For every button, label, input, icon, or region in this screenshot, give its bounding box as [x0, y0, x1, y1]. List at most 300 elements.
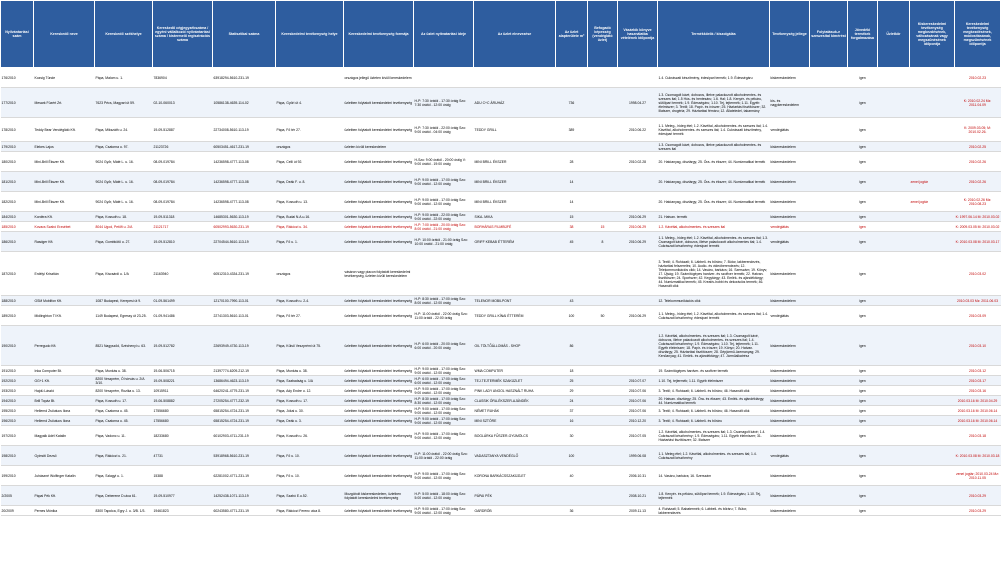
table-cell: igen — [848, 506, 878, 516]
table-cell: igen — [848, 296, 878, 306]
table-cell — [878, 212, 910, 222]
table-cell: PINK LADY ANGOL HASZNÁLT RUHA — [474, 386, 556, 396]
table-cell: 38 — [556, 222, 588, 232]
table-cell: H-P: 10:00 órától - 21:00 óráig Szo: 10:00 órától - 21:00 óráig — [414, 232, 474, 252]
table-cell — [910, 296, 955, 306]
column-header: Jövedéki termékek forgalmazása — [848, 1, 878, 68]
table-cell: 182/2010 — [1, 192, 34, 212]
table-cell: 197/2010 — [1, 426, 34, 446]
table-cell: 2010.03.09 — [955, 306, 1001, 326]
table-cell: igen — [848, 426, 878, 446]
table-cell: igen — [848, 376, 878, 386]
table-cell — [878, 486, 910, 506]
table-cell: 22704544-5610-113-19 — [213, 232, 276, 252]
table-cell — [810, 416, 848, 426]
table-cell: TELENOR MOBILPONT — [474, 296, 556, 306]
table-cell: 21123726 — [153, 142, 213, 152]
table-cell: igen — [848, 396, 878, 406]
table-cell — [910, 232, 955, 252]
table-cell: 2010.03.29 — [955, 486, 1001, 506]
table-cell: 21. Hatvan. termék — [658, 212, 770, 222]
table-cell: Pápa, Szabadság u. 1/A — [276, 376, 344, 386]
table-cell — [588, 376, 618, 386]
table-cell: igen — [848, 406, 878, 416]
table-cell — [910, 426, 955, 446]
table-row — [1, 406, 1001, 416]
table-cell — [878, 426, 910, 446]
table-cell — [810, 296, 848, 306]
table-cell: Pápa, Kossuth u. 17. — [276, 396, 344, 406]
column-header: Statisztikai száma — [213, 1, 276, 68]
table-cell: igen — [848, 142, 878, 152]
table-cell: kiskereskedelem — [770, 252, 810, 296]
table-cell: vásáron vagy piacon folytatott kereskedelmi tevékenység, üzleten kívüli kereskedelem — [344, 252, 414, 296]
table-cell — [910, 88, 955, 118]
table-row — [1, 376, 1001, 386]
table-cell: igen — [848, 446, 878, 466]
table-cell — [910, 326, 955, 366]
table-cell: 21121717 — [153, 222, 213, 232]
table-cell: igen — [848, 416, 878, 426]
table-cell — [414, 252, 474, 296]
table-cell: 1.2. Kávéital, alkoholmentes- és szeszes ital; 1.3. Csomagolt kávé, dobozos, illetve palackozott alkoholmentes- és szeszes ital; 1.4. Cukrászati készítmény; 1.9. Édességáru; 1.10. Tej, tejtermék; 1.11. Egyéb élelmiszer; 18. Papír- és írószer; 19. Könyv; 20. Hatvan. dísztárgy; 25. Háztartási tisztítószer; 28. Gépjármű-üzemanyag; 29. Kenőanyag; 41. Emlék- és ajándéktárgy; 47. Járműalkatrész — [658, 326, 770, 366]
table-cell — [878, 172, 910, 192]
table-cell — [588, 396, 618, 406]
table-cell: Kovacs Szabó Erzsébet — [34, 222, 95, 232]
column-header: Az üzlet elnevezése — [474, 1, 556, 68]
table-cell: Pápa, Celli út 92. — [276, 152, 344, 172]
table-cell — [810, 192, 848, 212]
table-cell — [588, 426, 618, 446]
table-cell: Teddy Bear Vendéglátó Kft. — [34, 118, 95, 142]
table-cell: üzletben folytatott kereskedelmi tevékenység — [344, 466, 414, 486]
table-cell: Pernes Mónika — [34, 506, 95, 516]
table-cell: 188/2010 — [1, 296, 34, 306]
table-row — [1, 486, 1001, 506]
table-cell — [588, 142, 618, 152]
table-cell: Pápa, Budai N.A.u.16. — [276, 212, 344, 222]
column-header: Vásárlók könyve használatba vételének időpontja — [618, 1, 658, 68]
table-cell: 14236598-4777-113-08 — [213, 152, 276, 172]
table-cell: Pápa, Deák F. u. 8. — [276, 172, 344, 192]
table-cell — [910, 366, 955, 376]
table-cell: H-P: 8:30 órától - 17:00 óráig Szo: 8:00 órától - 12:00 óráig — [414, 296, 474, 306]
table-cell: 186/2010 — [1, 232, 34, 252]
column-header: Kereskedelmi tevékenység formája — [344, 1, 414, 68]
table-cell: üzletben folytatott kereskedelmi tevékenység — [344, 88, 414, 118]
table-cell: 7623 Pécs, Magyari út 59. — [95, 88, 153, 118]
column-header: Kereskedelmi tevékenység megkezdésének, módosításának, megszűnésének időpontja — [955, 1, 1001, 68]
table-cell: Pápa, Malom u. 1. — [95, 68, 153, 88]
table-cell: Elekes Lajos — [34, 142, 95, 152]
table-cell: K: 2010.03.08 M: 2010.03.17 — [955, 232, 1001, 252]
table-cell: 2010.02.26 — [955, 172, 1001, 192]
table-cell: WMA COMPUTER — [474, 366, 556, 376]
table-cell — [588, 118, 618, 142]
column-header: Tevékenység jellege — [770, 1, 810, 68]
table-cell: üzletben folytatott kereskedelmi tevékenység — [344, 446, 414, 466]
table-body — [1, 68, 1001, 516]
table-cell: 60502993-5630-231-19 — [213, 222, 276, 232]
table-cell: Mini-Brill Ékszer Kft. — [34, 192, 95, 212]
table-cell: 14236598-4777-113-08 — [213, 192, 276, 212]
table-cell: GARDRÓB — [474, 506, 556, 516]
table-cell: 180/2010 — [1, 152, 34, 172]
table-cell: H-P: 9:00 órától - 17:00 óráig Szo: 9:00 órától - 12:00 óráig — [414, 466, 474, 486]
table-cell: kiskereskedelem — [770, 416, 810, 426]
table-cell: igen — [848, 172, 878, 192]
table-cell: Inka Computer Bt. — [34, 366, 95, 376]
table-cell — [910, 212, 955, 222]
table-cell: 12170100-7990-113-01 — [213, 296, 276, 306]
table-cell: Perregudo Kft. — [34, 326, 95, 366]
table-cell: kiskereskedelem — [770, 296, 810, 306]
table-cell: 24 — [556, 396, 588, 406]
table-cell: 2010.03.18 — [955, 426, 1001, 446]
column-header: Befogadó képesség (vendéglátó üzlet) — [588, 1, 618, 68]
table-cell — [810, 212, 848, 222]
table-cell: Mesark Füzért Zrt. — [34, 88, 95, 118]
column-header: Az üzlet nyitvatartási ideje — [414, 1, 474, 68]
table-cell: GG+1 Kft. — [34, 376, 95, 386]
table-cell: 2010.06.29 — [618, 306, 658, 326]
table-cell: H-P: 7:00 órától - 20:00 óráig Szo: 8:00 órától - 21:00 óráig — [414, 222, 474, 232]
table-cell: 192/2010 — [1, 376, 34, 386]
table-cell — [910, 118, 955, 142]
table-cell: KORONA BARKÁCSSZAKÜZLET — [474, 466, 556, 486]
table-cell: igen — [848, 212, 878, 222]
table-cell — [810, 232, 848, 252]
table-cell — [588, 506, 618, 516]
table-cell — [810, 152, 848, 172]
table-cell — [810, 68, 848, 88]
table-cell: üzletben folytatott kereskedelmi tevékenység — [344, 386, 414, 396]
table-cell: 28 — [556, 152, 588, 172]
table-cell — [878, 326, 910, 366]
table-cell: 9024 Győr, Máté L. u. 16. — [95, 172, 153, 192]
table-cell: Pápa, Fő u. 1. — [276, 232, 344, 252]
table-cell: Kozsig Tünde — [34, 68, 95, 88]
table-cell: 01-09-941486 — [153, 306, 213, 326]
table-cell: 62281002-4771-231-19 — [213, 466, 276, 486]
table-cell: H-P: 7:30 órától - 22:00 óráig Szo: 9:00 órától - 04:00 óráig — [414, 118, 474, 142]
table-cell: üzletben folytatott kereskedelmi tevékenység — [344, 296, 414, 306]
table-cell: kiskereskedelem — [770, 326, 810, 366]
table-cell: igen — [848, 486, 878, 506]
table-cell: kiskereskedelem — [770, 396, 810, 406]
table-cell: 179/2010 — [1, 142, 34, 152]
table-cell: TEDDY GRILL KÍNAI ÉTTERÉM — [474, 306, 556, 326]
table-cell — [618, 366, 658, 376]
table-cell: 60102903-4711-231-19 — [213, 426, 276, 446]
table-cell: Pápa, Kossuth u. 26. — [276, 426, 344, 446]
table-cell: 14 — [556, 172, 588, 192]
table-cell: üzletben folytatott kereskedelmi tevékenység — [344, 376, 414, 386]
table-cell: H-Szo: 9:00 órától - 20:00 óráig V: 9:00 órától - 19:00 óráig — [414, 152, 474, 172]
table-cell: Pápa, Gombkötő u. 27. — [95, 232, 153, 252]
table-cell: 2010.06.29 — [618, 222, 658, 232]
table-cell: 15388 — [153, 466, 213, 486]
column-header: Nyilvántartási szám — [1, 1, 34, 68]
table-cell: 1149 Budapest, Egressy út 23-25. — [95, 306, 153, 326]
table-cell: H-P: 9:00 órától - 22:00 óráig Szo: 9:00 órától - 22:00 óráig — [414, 212, 474, 222]
table-cell: 1.4. Cukrászati készítmény, édesipari termék; 1.9. Édességáru — [658, 68, 770, 88]
table-row — [1, 306, 1001, 326]
table-cell: üzletben folytatott kereskedelmi tevékenység — [344, 506, 414, 516]
table-row — [1, 152, 1001, 172]
table-cell: 1.2. Kávéital, alkoholmentes- és szeszes ital; 1.3. Csomagolt kávé; 1.4. Cukrászati készítmény; 1.9. Édességáru; 1.11. Egyéb élelmiszer; 31. Háztartási tisztítószer; 32. Illatszer — [658, 426, 770, 446]
table-cell: igen — [848, 68, 878, 88]
table-cell — [618, 296, 658, 306]
table-cell — [618, 326, 658, 366]
table-cell: Brill Topáz Bt. — [34, 396, 95, 406]
table-cell: 2010.07.06 — [618, 386, 658, 396]
column-header: Termékkörök / kiszolgálás — [658, 1, 770, 68]
table-cell: 3. Textil; 4. Ruházati; 6. Lábbeli- és bőráru; 46. Használt cikk — [658, 386, 770, 396]
table-cell: kiskereskedelem — [770, 142, 810, 152]
table-cell: 29 — [556, 386, 588, 396]
table-cell: üzletben folytatott kereskedelmi tevékenység — [344, 172, 414, 192]
table-cell — [276, 68, 344, 88]
table-cell — [910, 416, 955, 426]
table-cell: 100 — [556, 306, 588, 326]
table-cell — [810, 118, 848, 142]
table-cell: 63918294-5610-231-19 — [213, 68, 276, 88]
table-cell — [556, 142, 588, 152]
table-cell: 19-09-512782 — [153, 326, 213, 366]
table-cell: H-P: 9:00 órától - 17:00 óráig Szo: 9:00 órától - 12:00 óráig — [414, 172, 474, 192]
table-cell: 2010.07.06 — [618, 406, 658, 416]
table-cell — [878, 506, 910, 516]
table-cell: 14236598-4777-113-08 — [213, 172, 276, 192]
table-cell: 1.3. Csomagolt kávé, dobozos, illetve palackozott alkoholmentes- és szeszes ital — [658, 142, 770, 152]
table-cell: H-P: 6:00 órától - 20:00 óráig Szo: 6:00 órától - 20:00 óráig — [414, 326, 474, 366]
table-cell: kiskereskedelem — [770, 466, 810, 486]
table-cell — [910, 222, 955, 232]
table-cell: 7836904 — [153, 68, 213, 88]
table-cell: igen — [848, 466, 878, 486]
table-cell: Pápa, Fő tér 27. — [276, 306, 344, 326]
table-cell: Juhászné Wolfinger Katalin — [34, 466, 95, 486]
table-cell: üzletben folytatott kereskedelmi tevékenység — [344, 222, 414, 232]
table-cell — [556, 252, 588, 296]
table-cell — [588, 386, 618, 396]
table-cell: 8521 Nagysződ, Széchenyi u. 63. — [95, 326, 153, 366]
table-cell: BOGLÁRKA FŰSZER-GYÜMÖLCS — [474, 426, 556, 446]
table-cell: GSM Mobilfon Kft. — [34, 296, 95, 306]
table-row — [1, 386, 1001, 396]
table-cell: igen — [848, 386, 878, 396]
table-cell — [556, 68, 588, 88]
table-cell — [618, 68, 658, 88]
column-header: Folytatásuk-e szeszesital kimérést — [810, 1, 848, 68]
table-cell: Mini-Brill Ékszer Kft. — [34, 152, 95, 172]
table-cell: Pápa, Rákóczi u. 21. — [95, 446, 153, 466]
table-cell: üzletben folytatott kereskedelmi tevékenység — [344, 416, 414, 426]
table-cell: kiskereskedelem — [770, 376, 810, 386]
table-cell: K: 2009.03.05 M: 2010.03.02 — [955, 222, 1001, 232]
table-cell: Pápa, Jókai u. 30. — [276, 406, 344, 416]
table-cell: Midlinghton Tl Kft. — [34, 306, 95, 326]
table-cell: 3. Textil; 4. Ruházati; 6. Lábbeli- és bőráru; 46. Használt cikk — [658, 406, 770, 416]
table-cell: vendéglátás — [770, 118, 810, 142]
table-cell: H-P: 9:00 órától - 17:00 óráig Szo: 9:00 órától - 12:00 óráig — [414, 386, 474, 396]
table-cell: 2010.06.29 — [618, 212, 658, 222]
table-cell — [588, 152, 618, 172]
table-cell: 198/2010 — [1, 446, 34, 466]
table-cell — [588, 406, 618, 416]
table-cell: zenei jogtár — [910, 192, 955, 212]
table-cell: 45 — [556, 232, 588, 252]
table-cell: 18 — [556, 366, 588, 376]
table-cell: Pápa, Rákóczi Ferenc utca 8. — [276, 506, 344, 516]
table-cell — [810, 466, 848, 486]
table-cell: 12. Telekommunikációs cikk — [658, 296, 770, 306]
table-cell: 2/2005 — [1, 486, 34, 506]
table-cell: vendéglátás — [770, 446, 810, 466]
table-cell: igen — [848, 232, 878, 252]
table-cell: TEDDY GRILL — [474, 118, 556, 142]
table-cell: 17556680 — [153, 416, 213, 426]
table-cell: K: 1997.06.14 M: 2010.03.02 — [955, 212, 1001, 222]
table-cell: 01-09-561499 — [153, 296, 213, 306]
table-cell: MINI SZTÓRE — [474, 416, 556, 426]
table-row — [1, 192, 1001, 212]
table-cell — [910, 506, 955, 516]
table-cell — [878, 306, 910, 326]
table-cell: 2010.07.07 — [618, 376, 658, 386]
table-cell — [588, 296, 618, 306]
table-cell: 65815254-4724-231-19 — [213, 416, 276, 426]
table-cell: 25 — [556, 376, 588, 386]
table-cell: 65815254-4724-231-19 — [213, 406, 276, 416]
table-cell — [810, 446, 848, 466]
table-cell: 8200 Veszprém, Rozika u. 13. — [95, 386, 153, 396]
table-cell — [910, 406, 955, 416]
table-cell: 3. Textil; 4. Ruházati; 6. Lábbeli- és bőráru — [658, 416, 770, 426]
table-cell: OIL TÖLTŐÁLLOMÁS - SHOP — [474, 326, 556, 366]
table-cell: 8200 Veszprém, Ó hórvás u. 2/A 3/10. — [95, 376, 153, 386]
table-row — [1, 506, 1001, 516]
table-row — [1, 212, 1001, 222]
table-cell: H-P: 11:00 órától - 22:00 óráig Szo: 11:00 órától - 22:00 óráig — [414, 306, 474, 326]
table-cell: GRIFF KEBAB ÉTTERÉM — [474, 232, 556, 252]
table-cell: SIKA- MIKA — [474, 212, 556, 222]
table-cell — [878, 366, 910, 376]
table-cell: 19461823 — [153, 506, 213, 516]
table-cell: H-P: 8:30 órától - 17:00 óráig Szo: 8:30 órától - 12:00 óráig — [414, 396, 474, 406]
table-cell — [878, 192, 910, 212]
table-cell: 190/2010 — [1, 326, 34, 366]
table-cell — [878, 396, 910, 406]
table-cell: zenei jogtár; 2010.03.24 Mz: 2010.11.05 — [955, 466, 1001, 486]
table-cell: 8044 Ugod, Petőfi u. 2/A — [95, 222, 153, 232]
table-cell: 2010.03.10 — [955, 326, 1001, 366]
table-cell: igen — [848, 118, 878, 142]
table-cell: 189/2010 — [1, 306, 34, 326]
table-cell: 18233680 — [153, 426, 213, 446]
table-cell: 8300 Tapolca, Egry J. u. 3/B. 1/3. — [95, 506, 153, 516]
table-cell — [878, 416, 910, 426]
table-row — [1, 172, 1001, 192]
table-cell: 2010.03.03 Mz: 2011.06.03 — [955, 296, 1001, 306]
table-cell: 2010.07.05 — [618, 426, 658, 446]
table-cell: üzletben folytatott kereskedelmi tevékenység — [344, 212, 414, 222]
table-cell: kiskereskedelem — [770, 366, 810, 376]
table-cell: 10586138-4639-114-02 — [213, 88, 276, 118]
table-cell: 19-09-508221 — [153, 376, 213, 386]
table-cell: 2010.03.12 — [955, 366, 1001, 376]
table-cell: 184/2010 — [1, 212, 34, 222]
table-cell: 100 — [556, 446, 588, 466]
table-cell: 2010.07.06 — [618, 396, 658, 406]
table-cell — [810, 252, 848, 296]
table-cell: Pápa, Csatorna u. 45. — [95, 406, 153, 416]
table-cell: zenei jogtár — [910, 172, 955, 192]
table-cell: kiskereskedelem — [770, 386, 810, 396]
table-cell: 36 — [556, 506, 588, 516]
table-cell — [618, 172, 658, 192]
table-cell: 1.2. Kávéital, alkoholmentes- és szeszes ital — [658, 222, 770, 232]
table-row — [1, 426, 1001, 446]
table-cell: 194/2010 — [1, 396, 34, 406]
table-cell: Gyimóti Dezső — [34, 446, 95, 466]
table-cell: Pápa, Fő u. 10. — [276, 466, 344, 486]
table-cell — [878, 406, 910, 416]
table-cell — [588, 416, 618, 426]
table-cell: Pápa, Szabó E.u.52. — [276, 486, 344, 506]
table-row — [1, 68, 1001, 88]
table-cell — [588, 466, 618, 486]
table-cell: 19. Számítógépes hardver- és szoftver termék — [658, 366, 770, 376]
table-cell: Pápa, Győri út 4. — [276, 88, 344, 118]
table-cell: 178/2010 — [1, 118, 34, 142]
table-cell: üzletben folytatott kereskedelmi tevékenység — [344, 396, 414, 406]
table-cell: 1.1. Meleg-, hideg étel; 1.2. Kávéital, alkoholmentes- és szeszes ital; 1.3. Csomagolt kávé, dobozos, illetve palackozott alkoholmentes ital; 1.4. Cukrászati készítmény, édesipari termék — [658, 232, 770, 252]
table-cell — [910, 152, 955, 172]
table-cell: 40 — [556, 466, 588, 486]
column-header: Kiskereskedelmi tevékenység megkezdésének, változásának vagy megszűnésének időpontja — [910, 1, 955, 68]
table-cell: Magyalk Adél Katalin — [34, 426, 95, 446]
table-cell: vendéglátás — [770, 306, 810, 326]
table-cell: 30 — [556, 426, 588, 446]
table-cell: Pápa, Fő tér 27. — [276, 118, 344, 142]
table-cell — [588, 192, 618, 212]
table-cell: igen — [848, 88, 878, 118]
table-cell: igen — [848, 252, 878, 296]
header-row — [1, 1, 1001, 68]
table-cell: Pápa, Kossuth u. 2-4. — [276, 296, 344, 306]
table-cell: 9024 Győr, Máté L. u. 16. — [95, 192, 153, 212]
table-cell: Pápa, Kossuth u. 17. — [95, 396, 153, 406]
table-cell: üzletben folytatott kereskedelmi tevékenység — [344, 426, 414, 446]
table-cell — [618, 192, 658, 212]
table-cell: ADU C+C ÁRUHÁZ — [474, 88, 556, 118]
table-cell: 2010.03.16 M: 2010.06.14 — [955, 406, 1001, 416]
table-cell: MINI BRILL ÉKSZER — [474, 172, 556, 192]
table-cell: kiskereskedelem — [770, 172, 810, 192]
table-cell — [910, 376, 955, 386]
table-cell: 2010.02.23 — [955, 68, 1001, 88]
table-cell: igen — [848, 152, 878, 172]
table-cell: 20/2009 — [1, 506, 34, 516]
table-cell: 389 — [556, 118, 588, 142]
table-cell: H-P: 7:30 órától - 17:30 óráig Szo: 7:30 órától - 12:00 óráig — [414, 88, 474, 118]
table-cell: 14685301-5630-113-19 — [213, 212, 276, 222]
table-cell: 20. Hatvan. dísztárgy; 25. Óra- és ékszer; 43. Emlék- és ajándéktárgy; 44. Numizmatikai termék — [658, 396, 770, 406]
table-cell — [474, 252, 556, 296]
table-cell: 60503451-4617-231-19 — [213, 142, 276, 152]
